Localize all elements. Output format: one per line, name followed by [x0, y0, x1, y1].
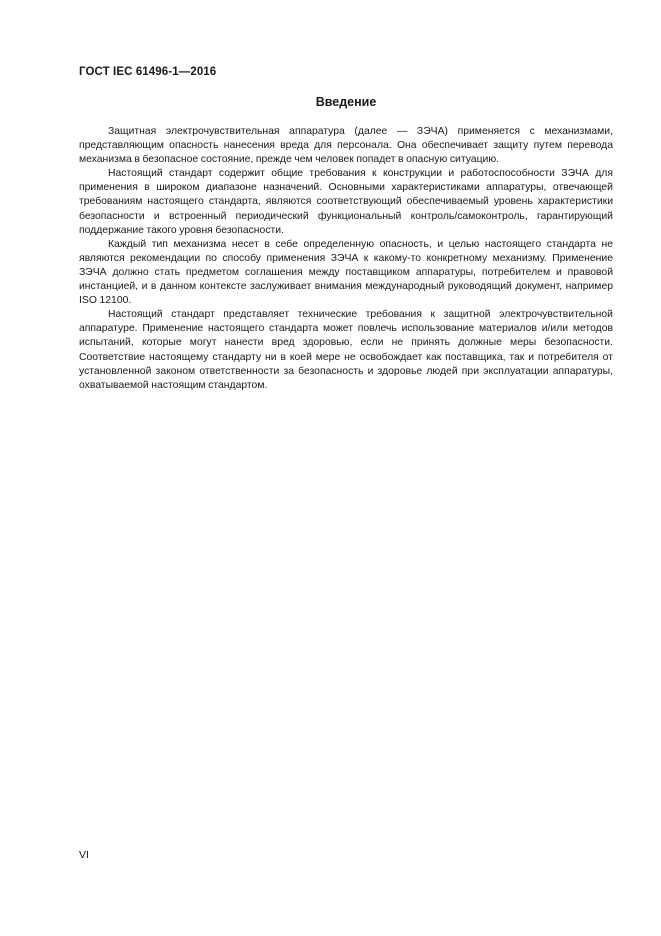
paragraph-3: Каждый тип механизма несет в себе определенную опасность, и целью настоящего стандарта не являются рекомендации по способу применения ЗЭЧА к какому-то конкретному механизму. Применение ЗЭЧА должно стать предметом соглашения между поставщиком аппаратуры, потребителем и правовой инстанцией, и в данном контексте заслуживает внимания международный руководящий документ, например ISO 12100.: [79, 238, 613, 307]
paragraph-4: Настоящий стандарт представляет технические требования к защитной электрочувствительной аппаратуре. Применение настоящего стандарта может повлечь использование материалов и/или методов испытаний, которые могут нанести вред здоровью, если не принять должные меры безопасности. Соответствие настоящему стандарту ни в коей мере не освобождает как поставщика, так и потребителя от установленной законом ответственности за безопасность и здоровье людей при эксплуатации аппаратуры, охватываемой настоящим стандартом.: [79, 309, 613, 391]
page-number: VI: [79, 849, 89, 861]
document-code-header: ГОСТ IEC 61496-1—2016: [79, 66, 217, 78]
section-title: Введение: [315, 95, 377, 109]
paragraph-1: Защитная электрочувствительная аппаратура (далее — ЗЭЧА) применяется с механизмами, представляющим опасность нанесения вреда для персонала. Она обеспечивает защиту путем перевода механизма в безопасное состояние, прежде чем человек попадет в опасную ситуацию.: [79, 126, 613, 166]
paragraph-2: Настоящий стандарт содержит общие требования к конструкции и работоспособности ЗЭЧА для применения в широком диапазоне назначений. Основными характеристиками аппаратуры, отвечающей требованиям настоящего стандарта, являются соответствующий обеспечиваемый уровень характеристики безопасности и встроенный периодический функциональный контроль/самоконтроль, гарантирующий поддержание такого уровня безопасности.: [79, 168, 613, 236]
body-text: [79, 125, 613, 393]
